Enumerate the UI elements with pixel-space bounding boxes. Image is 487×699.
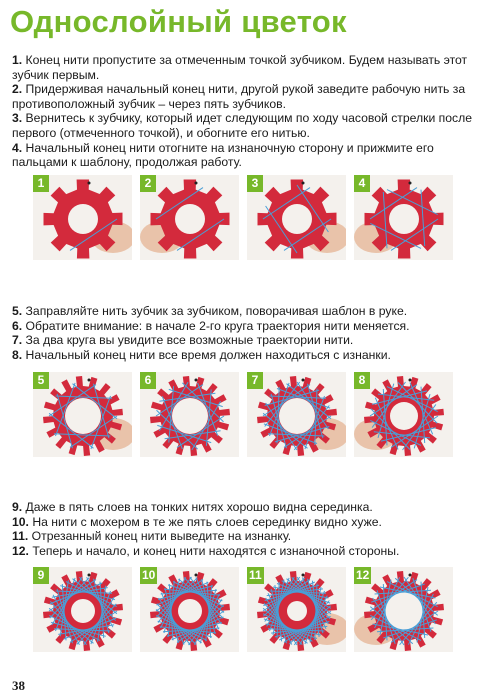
- step-text: Теперь и начало, и конец нити находятся с изнаночной стороны.: [28, 543, 400, 558]
- marker-dot: [195, 379, 198, 382]
- step-number: 10.: [12, 514, 29, 529]
- step-9: [12, 500, 478, 515]
- steps-group-1: [12, 53, 478, 170]
- photo-row-1: [33, 175, 453, 260]
- step-badge: 8: [354, 372, 370, 389]
- step-text: Даже в пять слоев на тонких нитях хорошо видна серединка.: [22, 500, 373, 514]
- step-text: Конец нити пропустите за отмеченным точкой зубчиком. Будем называть этот зубчик первым.: [12, 53, 468, 82]
- marker-dot: [302, 574, 305, 577]
- step-text: Вернитесь к зубчику, который идет следующим по ходу часовой стрелки после первого (отмеченного точкой), и обогните его нитью.: [12, 111, 473, 140]
- step-number: 2.: [12, 82, 23, 97]
- step-12: [12, 544, 478, 559]
- step-badge: 6: [140, 372, 156, 389]
- template-hole: [287, 601, 307, 621]
- template-hole: [172, 398, 208, 434]
- step-5: [12, 304, 478, 319]
- template-hole: [178, 599, 202, 623]
- photo-step-12: [354, 567, 453, 652]
- photo-step-4: [354, 175, 453, 260]
- template-hole: [389, 204, 419, 234]
- step-badge: 9: [33, 567, 49, 584]
- photo-step-6: [140, 372, 239, 457]
- step-text: Обратите внимание: в начале 2-го круга траектория нити меняется.: [22, 318, 410, 333]
- step-badge: 10: [142, 568, 156, 582]
- step-badge: 4: [354, 175, 370, 192]
- photo-step-8: [354, 372, 453, 457]
- template-hole: [175, 204, 205, 234]
- photo-step-9: [33, 567, 132, 652]
- step-number: 3.: [12, 111, 23, 126]
- template-hole: [282, 204, 312, 234]
- step-3: [12, 111, 478, 140]
- photo-step-11: [247, 567, 346, 652]
- photo-row-3: [33, 567, 453, 652]
- marker-dot: [88, 182, 91, 185]
- step-badge: 1: [33, 175, 49, 192]
- step-badge: 12: [356, 568, 370, 582]
- template-hole: [71, 599, 95, 623]
- step-number: 4.: [12, 140, 23, 155]
- page-number: 38: [12, 678, 25, 693]
- marker-dot: [88, 379, 91, 382]
- step-badge: 5: [33, 372, 49, 389]
- photo-step-5: [33, 372, 132, 457]
- step-text: Начальный конец нити отогните на изнаночную сторону и прижмите его пальцами к шаблону, продолжая работу.: [12, 140, 434, 170]
- marker-dot: [302, 379, 305, 382]
- marker-dot: [195, 574, 198, 577]
- step-number: 9.: [12, 500, 23, 514]
- marker-dot: [409, 574, 412, 577]
- step-number: 7.: [12, 333, 23, 348]
- step-badge: 11: [249, 568, 262, 582]
- photo-step-1: [33, 175, 132, 260]
- step-10: [12, 515, 478, 530]
- marker-dot: [409, 182, 412, 185]
- step-badge: 2: [140, 175, 156, 192]
- photo-step-10: [140, 567, 239, 652]
- step-number: 5.: [12, 304, 23, 318]
- step-number: 12.: [12, 543, 29, 558]
- step-text: Заправляйте нить зубчик за зубчиком, поворачивая шаблон в руке.: [22, 304, 408, 318]
- step-number: 8.: [12, 347, 23, 362]
- steps-group-2: [12, 304, 478, 362]
- step-text: На нити с мохером в те же пять слоев серединку видно хуже.: [28, 514, 382, 529]
- template-hole: [65, 398, 101, 434]
- steps-group-3: [12, 500, 478, 558]
- step-text: Отрезанный конец нити выведите на изнанку.: [28, 529, 292, 544]
- template-hole: [390, 402, 418, 430]
- photo-step-3: [247, 175, 346, 260]
- step-number: 6.: [12, 318, 23, 333]
- template-hole: [68, 204, 98, 234]
- step-text: Начальный конец нити все время должен находиться с изнанки.: [22, 347, 391, 362]
- step-8: [12, 348, 478, 363]
- step-4: [12, 141, 478, 170]
- step-number: 11.: [12, 529, 29, 544]
- step-badge: 7: [247, 372, 263, 389]
- photo-step-2: [140, 175, 239, 260]
- photo-row-2: [33, 372, 453, 457]
- step-1: [12, 53, 478, 82]
- template-hole: [279, 398, 315, 434]
- step-badge: 3: [247, 175, 263, 192]
- marker-dot: [88, 574, 91, 577]
- step-number: 1.: [12, 53, 23, 67]
- marker-dot: [409, 379, 412, 382]
- step-6: [12, 319, 478, 334]
- step-text: Придерживая начальный конец нити, другой рукой заведите рабочую нить за противоположный зубчик – через пять зубчиков.: [12, 82, 466, 111]
- step-text: За два круга вы увидите все возможные траектории нити.: [22, 333, 354, 348]
- marker-dot: [302, 182, 305, 185]
- page-title: Однослойный цветок: [10, 4, 347, 39]
- photo-step-7: [247, 372, 346, 457]
- step-2: [12, 82, 478, 111]
- step-11: [12, 529, 478, 544]
- step-7: [12, 333, 478, 348]
- marker-dot: [195, 182, 198, 185]
